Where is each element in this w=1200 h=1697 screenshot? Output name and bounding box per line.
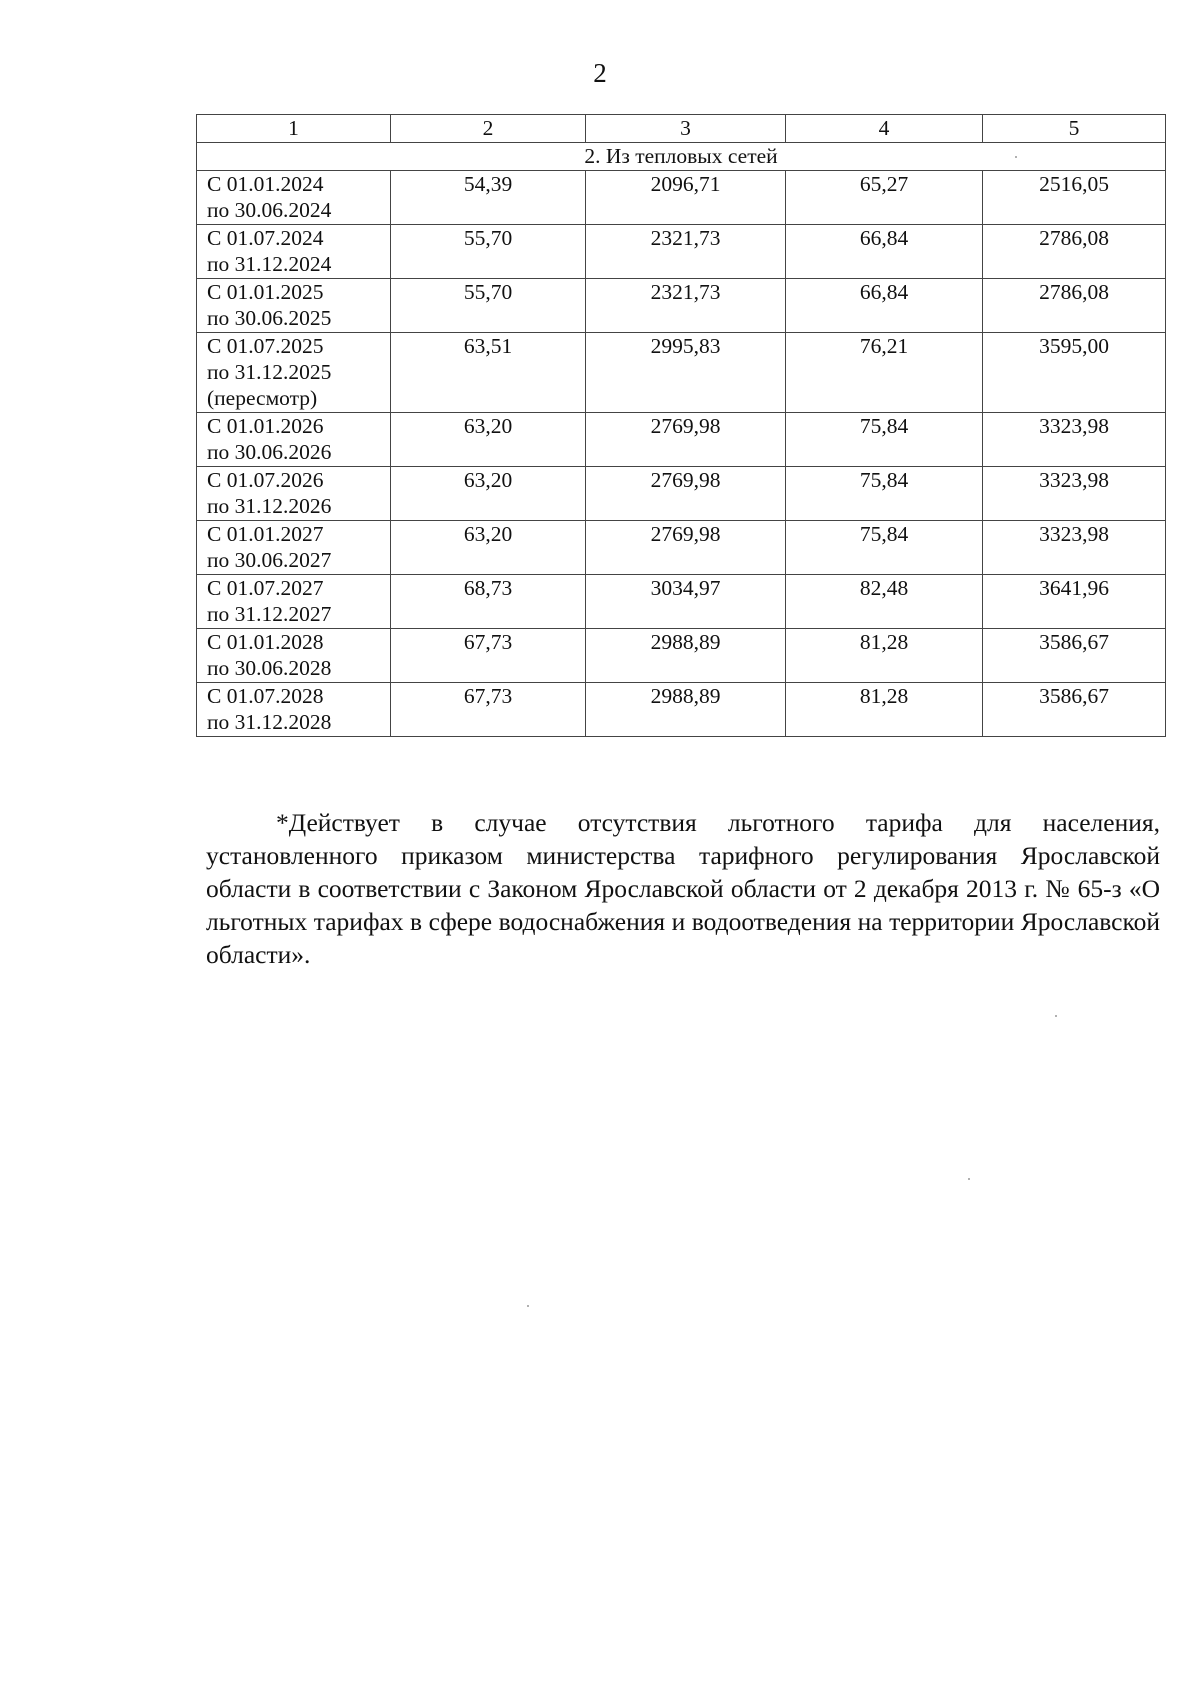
period-line: по 30.06.2026 xyxy=(207,440,332,464)
table-row xyxy=(197,333,1166,413)
section-title: 2. Из тепловых сетей xyxy=(197,143,1166,171)
period-line: по 31.12.2026 xyxy=(207,494,332,518)
period-cell xyxy=(197,683,391,737)
value-cell: 2516,05 xyxy=(983,171,1166,225)
period-cell xyxy=(197,171,391,225)
value-cell: 54,39 xyxy=(391,171,586,225)
value-cell: 2988,89 xyxy=(586,683,786,737)
column-header: 4 xyxy=(786,115,983,143)
period-line: по 31.12.2025 xyxy=(207,360,332,384)
tariff-table xyxy=(196,114,1166,737)
value-cell: 2786,08 xyxy=(983,225,1166,279)
value-cell: 55,70 xyxy=(391,225,586,279)
value-cell: 63,20 xyxy=(391,413,586,467)
value-cell: 55,70 xyxy=(391,279,586,333)
value-cell: 2988,89 xyxy=(586,629,786,683)
value-cell: 2321,73 xyxy=(586,279,786,333)
period-cell xyxy=(197,413,391,467)
period-line: С 01.01.2026 xyxy=(207,414,324,438)
value-cell: 3323,98 xyxy=(983,467,1166,521)
footnote: *Действует в случае отсутствия льготного тарифа для населения, установленного приказом министерства тарифного регулирования Ярославской области в соответствии с Законом Ярославской области от 2 декабря 2013 г. № 65-з «О льготных тарифах в сфере водоснабжения и водоотведения на территории Ярославской области». xyxy=(206,808,1160,969)
table-row xyxy=(197,683,1166,737)
value-cell: 66,84 xyxy=(786,279,983,333)
column-header: 5 xyxy=(983,115,1166,143)
column-header: 2 xyxy=(391,115,586,143)
period-line: по 30.06.2028 xyxy=(207,656,332,680)
period-cell xyxy=(197,333,391,413)
value-cell: 3323,98 xyxy=(983,413,1166,467)
value-cell: 3323,98 xyxy=(983,521,1166,575)
period-cell xyxy=(197,521,391,575)
value-cell: 3586,67 xyxy=(983,683,1166,737)
value-cell: 3641,96 xyxy=(983,575,1166,629)
period-line: по 30.06.2024 xyxy=(207,198,332,222)
period-line: по 30.06.2025 xyxy=(207,306,332,330)
value-cell: 63,20 xyxy=(391,521,586,575)
value-cell: 82,48 xyxy=(786,575,983,629)
period-line: (пересмотр) xyxy=(207,386,318,410)
value-cell: 75,84 xyxy=(786,413,983,467)
value-cell: 2096,71 xyxy=(586,171,786,225)
period-line: С 01.07.2024 xyxy=(207,226,324,250)
value-cell: 3586,67 xyxy=(983,629,1166,683)
scan-speck xyxy=(1015,156,1017,158)
period-cell xyxy=(197,575,391,629)
table-row xyxy=(197,171,1166,225)
period-line: С 01.01.2027 xyxy=(207,522,324,546)
value-cell: 63,51 xyxy=(391,333,586,413)
value-cell: 66,84 xyxy=(786,225,983,279)
period-cell xyxy=(197,467,391,521)
value-cell: 2995,83 xyxy=(586,333,786,413)
value-cell: 2769,98 xyxy=(586,521,786,575)
period-line: по 31.12.2027 xyxy=(207,602,332,626)
value-cell: 2769,98 xyxy=(586,413,786,467)
scan-speck xyxy=(968,1178,970,1180)
value-cell: 2786,08 xyxy=(983,279,1166,333)
table-row xyxy=(197,467,1166,521)
value-cell: 63,20 xyxy=(391,467,586,521)
table-row xyxy=(197,521,1166,575)
value-cell: 2321,73 xyxy=(586,225,786,279)
period-line: С 01.07.2027 xyxy=(207,576,324,600)
period-line: С 01.07.2028 xyxy=(207,684,324,708)
value-cell: 67,73 xyxy=(391,683,586,737)
period-line: по 31.12.2028 xyxy=(207,710,332,734)
value-cell: 81,28 xyxy=(786,683,983,737)
period-cell xyxy=(197,279,391,333)
table-header-row xyxy=(197,115,1166,143)
value-cell: 75,84 xyxy=(786,521,983,575)
column-header: 3 xyxy=(586,115,786,143)
table-row xyxy=(197,629,1166,683)
table-row xyxy=(197,225,1166,279)
section-row xyxy=(197,143,1166,171)
scan-speck xyxy=(1055,1015,1057,1017)
value-cell: 67,73 xyxy=(391,629,586,683)
value-cell: 3595,00 xyxy=(983,333,1166,413)
period-line: С 01.07.2025 xyxy=(207,334,324,358)
value-cell: 65,27 xyxy=(786,171,983,225)
column-header: 1 xyxy=(197,115,391,143)
table-row xyxy=(197,575,1166,629)
period-cell xyxy=(197,225,391,279)
value-cell: 68,73 xyxy=(391,575,586,629)
scan-speck xyxy=(527,1305,529,1307)
page-number: 2 xyxy=(593,58,607,88)
period-line: С 01.01.2025 xyxy=(207,280,324,304)
period-line: С 01.01.2024 xyxy=(207,172,324,196)
period-cell xyxy=(197,629,391,683)
value-cell: 75,84 xyxy=(786,467,983,521)
period-line: С 01.01.2028 xyxy=(207,630,324,654)
value-cell: 81,28 xyxy=(786,629,983,683)
value-cell: 3034,97 xyxy=(586,575,786,629)
period-line: по 31.12.2024 xyxy=(207,252,332,276)
table-row xyxy=(197,279,1166,333)
value-cell: 76,21 xyxy=(786,333,983,413)
value-cell: 2769,98 xyxy=(586,467,786,521)
period-line: по 30.06.2027 xyxy=(207,548,332,572)
table-row xyxy=(197,413,1166,467)
period-line: С 01.07.2026 xyxy=(207,468,324,492)
